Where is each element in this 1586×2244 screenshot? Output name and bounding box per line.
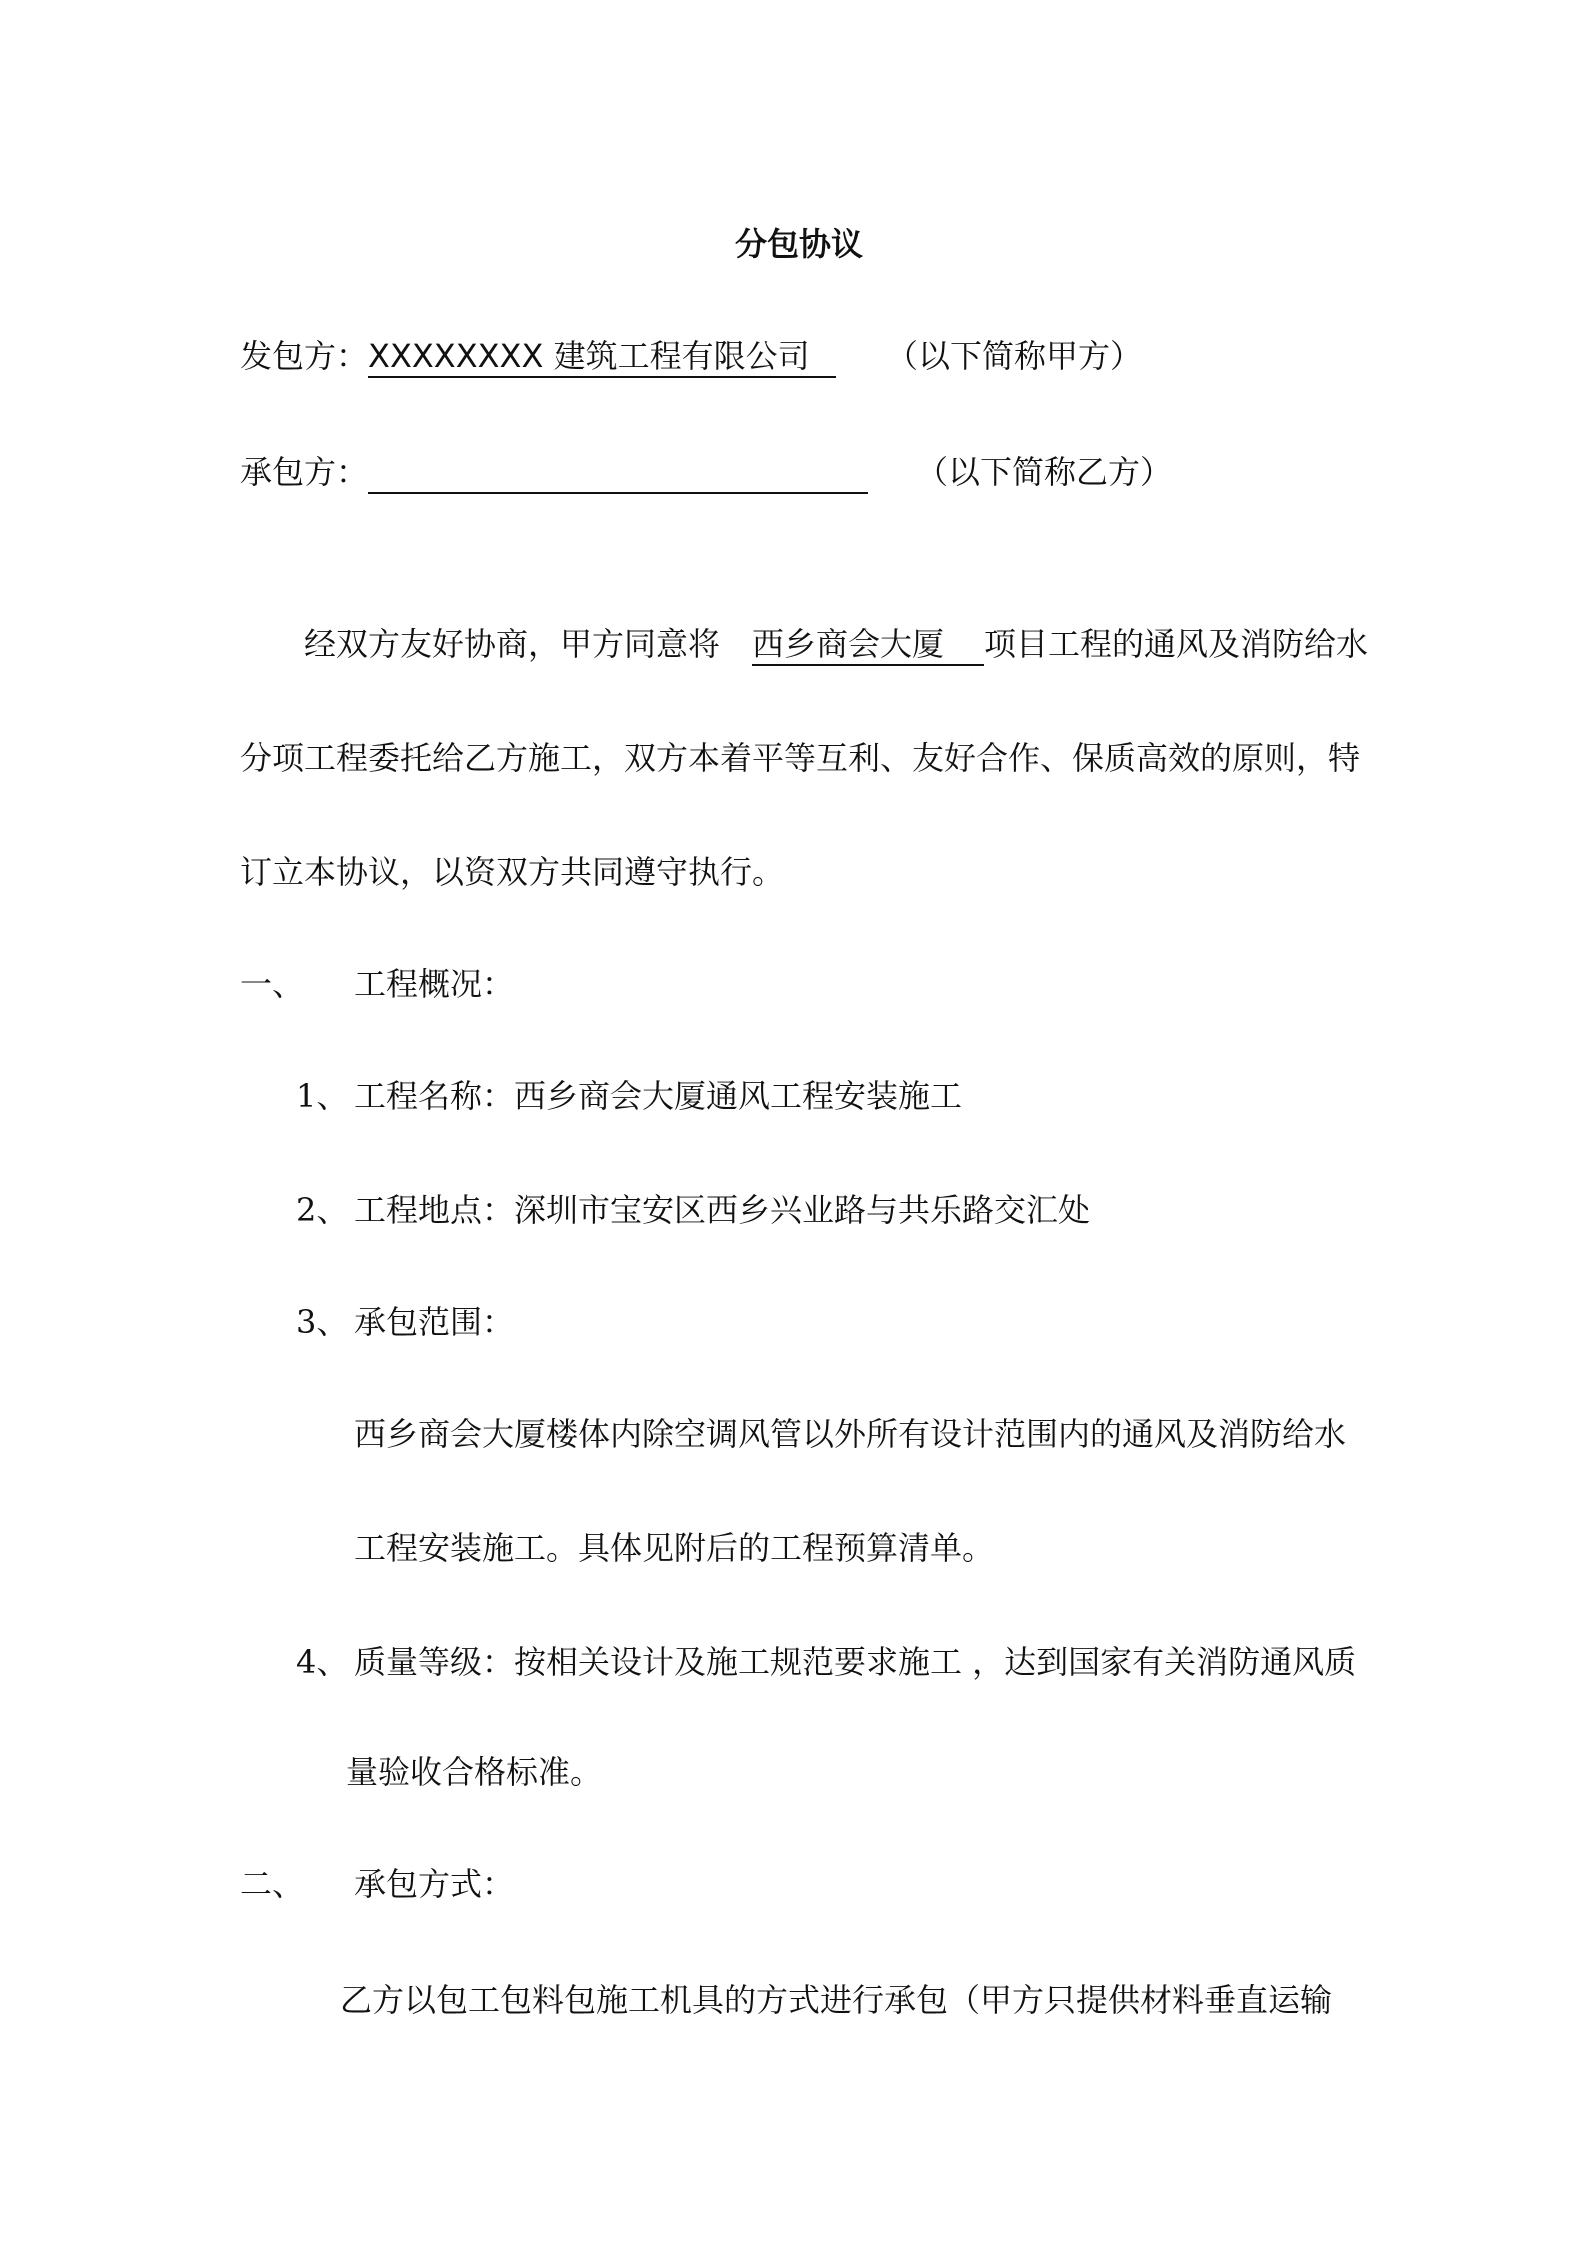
- scope-line-1: 西乡商会大厦楼体内除空调风管以外所有设计范围内的通风及消防给水: [354, 1415, 1347, 1453]
- item-4-number: 4、: [296, 1643, 349, 1681]
- item-4-line-2: 量验收合格标准。: [346, 1753, 603, 1791]
- section-2-number: 二、: [240, 1865, 305, 1903]
- party-a-label: 发包方：: [240, 337, 369, 375]
- party-b-label: 承包方：: [240, 453, 369, 491]
- section-2-text: 乙方以包工包料包施工机具的方式进行承包（甲方只提供材料垂直运输: [340, 1981, 1333, 2019]
- scope-line-2: 工程安装施工。具体见附后的工程预算清单。: [354, 1529, 995, 1567]
- party-a-note: （以下简称甲方）: [886, 337, 1143, 375]
- item-3-text: 承包范围：: [354, 1303, 515, 1341]
- party-a-name: XXXXXXXX 建筑工程有限公司: [368, 337, 810, 375]
- item-1-number: 1、: [296, 1077, 349, 1115]
- party-b-note: （以下简称乙方）: [916, 453, 1173, 491]
- party-b-line: [240, 452, 868, 494]
- section-1-heading: 工程概况：: [354, 965, 515, 1003]
- project-name: 西乡商会大厦: [752, 625, 945, 663]
- document-title: 分包协议: [735, 225, 864, 263]
- intro-suffix: 项目工程的通风及消防给水: [984, 625, 1369, 663]
- party-a-name-field: [368, 336, 836, 378]
- project-name-field: [752, 624, 984, 666]
- intro-line-2: 分项工程委托给乙方施工，双方本着平等互利、友好合作、保质高效的原则，特: [240, 739, 1361, 777]
- section-1-number: 一、: [240, 965, 305, 1003]
- intro-line-1: [304, 624, 1368, 666]
- item-4-line-1: 质量等级：按相关设计及施工规范要求施工 ，达到国家有关消防通风质: [354, 1643, 1357, 1681]
- intro-line-3: 订立本协议，以资双方共同遵守执行。: [240, 853, 785, 891]
- intro-prefix: 经双方友好协商，甲方同意将: [304, 625, 721, 663]
- section-2-heading: 承包方式：: [354, 1865, 515, 1903]
- item-2-text: 工程地点：深圳市宝安区西乡兴业路与共乐路交汇处: [354, 1191, 1091, 1229]
- party-a-line: [240, 336, 836, 378]
- item-2-number: 2、: [296, 1191, 349, 1229]
- item-1-text: 工程名称：西乡商会大厦通风工程安装施工: [354, 1077, 963, 1115]
- party-b-name-field: [368, 452, 868, 494]
- item-3-number: 3、: [296, 1303, 349, 1341]
